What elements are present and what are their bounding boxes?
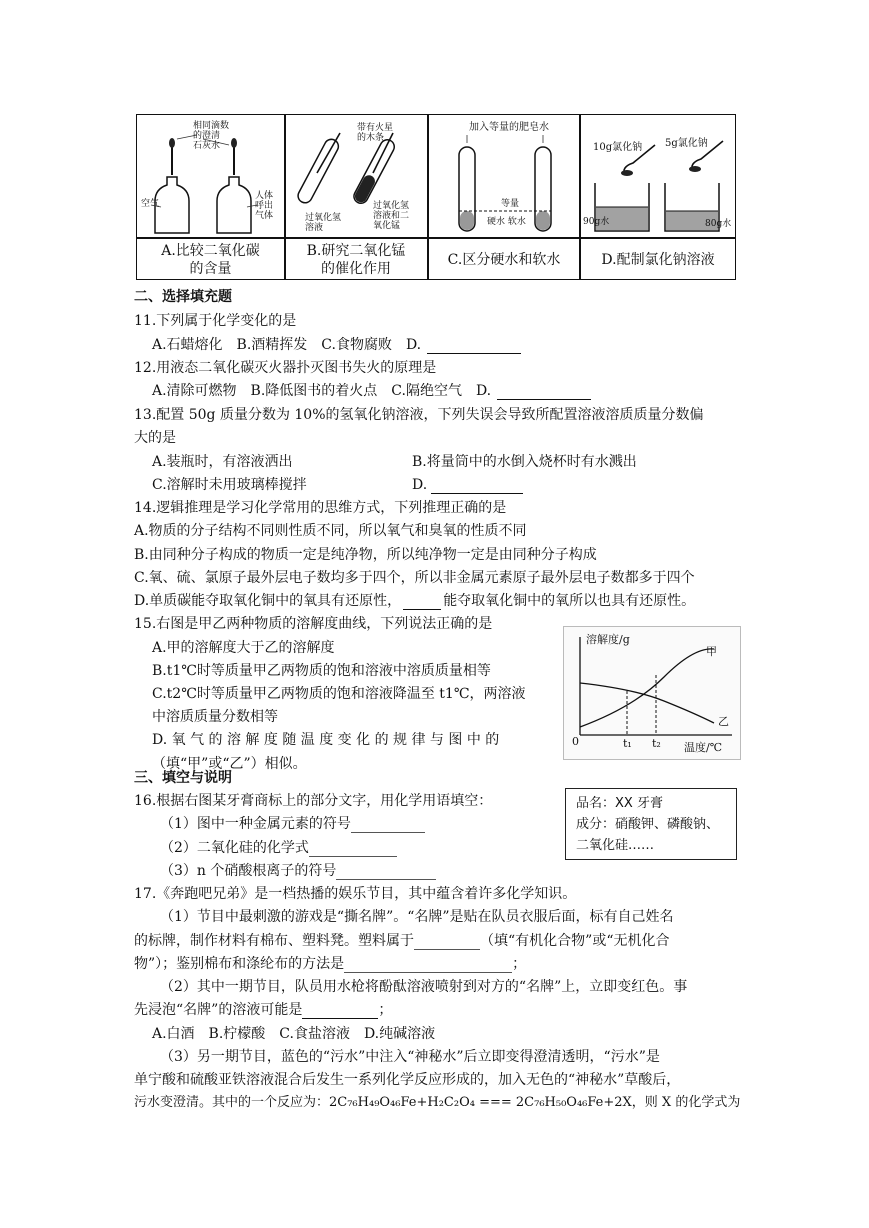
- q13-answer-blank[interactable]: [431, 479, 523, 494]
- q14-answer-blank[interactable]: [403, 595, 441, 610]
- label-h2o2: 过氧化氢 溶液: [305, 213, 342, 233]
- q17-p1-line1: （1）节目中最刺激的游戏是“撕名牌”。“名牌”是贴在队员衣服后面，标有自己姓名: [160, 909, 674, 925]
- q16-sub3-blank[interactable]: [336, 865, 436, 880]
- label-90g-water: 90g水: [583, 217, 610, 227]
- graph-y-axis-label: 溶解度/g: [586, 633, 630, 646]
- q17-p3-line2: 单宁酸和硫酸亚铁溶液混合后发生一系列化学反应形成的，加入无色的“神秘水”草酸后，: [134, 1072, 681, 1088]
- q14-option-a: A.物质的分子结构不同则性质不同，所以氧气和臭氧的性质不同: [134, 523, 527, 539]
- toothpaste-label-box: [565, 788, 737, 860]
- q13-stem-line2: 大的是: [134, 430, 176, 446]
- q15-option-c-line1: C.t2℃时等质量甲乙两物质的饱和溶液降温至 t1℃，两溶液: [152, 686, 526, 702]
- label-hard-soft-water: 硬水 软水: [487, 217, 526, 227]
- solubility-graph: [563, 626, 741, 760]
- q13-option-c: C.溶解时未用玻璃棒搅拌: [152, 477, 307, 493]
- figure-table: [136, 114, 736, 280]
- q16-sub2: （2）二氧化硅的化学式: [160, 839, 397, 857]
- q11-stem: 11.下列属于化学变化的是: [134, 313, 297, 329]
- q17-stem: 17.《奔跑吧兄弟》是一档热播的娱乐节目，其中蕴含着许多化学知识。: [134, 886, 577, 902]
- label-10g-salt: 10g氯化钠: [593, 142, 643, 153]
- caption-b: B.研究二氧化锰 的催化作用: [306, 243, 406, 277]
- q15-option-c-line2: 中溶质质量分数相等: [152, 709, 278, 725]
- q12-options: A.清除可燃物 B.降低图书的着火点 C.隔绝空气 D.: [152, 382, 591, 400]
- label-equal-amount: 等量: [501, 199, 520, 209]
- q16-sub3: （3）n 个硝酸根离子的符号: [160, 862, 436, 880]
- label-lime-water: 相同滴数 的澄清 石灰水: [193, 121, 230, 151]
- toothpaste-ingredients: 成分：硝酸钾、磷酸钠、: [576, 817, 720, 832]
- q16-sub2-blank[interactable]: [309, 842, 397, 857]
- q15-option-d-line2: （填“甲”或“乙”）相似。: [152, 756, 307, 772]
- q17-p3-line1: （3）另一期节目，蓝色的“污水”中注入“神秘水”后立即变得澄清透明，“污水”是: [160, 1049, 660, 1065]
- q13-stem-line1: 13.配置 50g 质量分数为 10%的氢氧化钠溶液，下列失误会导致所配置溶液溶质质量分数偏: [134, 407, 704, 423]
- q13-option-b: B.将量筒中的水倒入烧杯时有水溅出: [412, 454, 637, 470]
- q12-answer-blank[interactable]: [497, 385, 591, 400]
- caption-c: C.区分硬水和软水: [447, 252, 561, 268]
- toothpaste-name: 品名：XX 牙膏: [576, 796, 663, 811]
- q13-option-d: D.: [412, 476, 523, 494]
- caption-d: D.配制氯化钠溶液: [601, 252, 715, 268]
- label-glowing-splint: 带有火星 的木条: [357, 123, 394, 143]
- graph-t1-label: t₁: [623, 737, 632, 750]
- q17-p2-line1: （2）其中一期节目，队员用水枪将酚酞溶液喷射到对方的“名牌”上，立即变红色。事: [160, 979, 688, 995]
- graph-curve-jia-label: 甲: [706, 645, 717, 658]
- q15-option-b: B.t1℃时等质量甲乙两物质的饱和溶液中溶质质量相等: [152, 663, 491, 679]
- q17-plastic-blank[interactable]: [414, 935, 480, 950]
- q14-stem: 14.逻辑推理是学习化学常用的思维方式，下列推理正确的是: [134, 500, 507, 516]
- caption-a: A.比较二氧化碳 的含量: [161, 243, 260, 277]
- label-air: 空气: [141, 199, 160, 209]
- q17-p3-line3: 污水变澄清。其中的一个反应为：2C₇₆H₄₉O₄₆Fe+H₂C₂O₄ === 2C₇₆H₅₀O₄₆Fe+2X，则 X 的化学式为: [134, 1095, 741, 1110]
- q14-option-b: B.由同种分子构成的物质一定是纯净物，所以纯净物一定是由同种分子构成: [134, 547, 597, 563]
- label-soap-water: 加入等量的肥皂水: [469, 122, 549, 133]
- graph-x-axis-label: 温度/℃: [684, 741, 723, 754]
- graph-curve-yi-label: 乙: [718, 715, 729, 728]
- q17-solution-blank[interactable]: [302, 1004, 378, 1019]
- q15-option-d-line1: D. 氧 气 的 溶 解 度 随 温 度 变 化 的 规 律 与 图 中 的: [152, 732, 500, 748]
- q16-sub1-blank[interactable]: [351, 818, 425, 833]
- q17-p2-line2: 先浸泡“名牌”的溶液可能是 ；: [134, 1002, 393, 1018]
- toothpaste-ingredients-cont: 二氧化硅……: [576, 838, 655, 853]
- label-h2o2-mno2: 过氧化氢 溶液和二 氧化锰: [373, 201, 410, 231]
- q12-stem: 12.用液态二氧化碳灭火器扑灭图书失火的原理是: [134, 360, 437, 376]
- q16-stem: 16.根据右图某牙膏商标上的部分文字，用化学用语填空：: [134, 793, 493, 809]
- q17-p1-line2: 的标牌，制作材料有棉布、塑料凳。塑料属于 （填“有机化合物”或“无机化合: [134, 933, 670, 949]
- graph-origin: 0: [572, 735, 579, 748]
- q17-p1-line3: 物”）；鉴别棉布和涤纶布的方法是 ；: [134, 956, 527, 972]
- section-title-fill-explain: 三、填空与说明: [134, 770, 232, 786]
- q17-p2-options: A.白酒 B.柠檬酸 C.食盐溶液 D.纯碱溶液: [152, 1026, 436, 1042]
- q14-option-c: C.氧、硫、氯原子最外层电子数均多于四个，所以非金属元素原子最外层电子数都多于四个: [134, 570, 695, 586]
- q13-option-a: A.装瓶时，有溶液洒出: [152, 454, 293, 470]
- label-breath: 人体 呼出 气体: [255, 191, 274, 221]
- label-5g-salt: 5g氯化钠: [665, 138, 708, 149]
- q14-option-d: D.单质碳能夺取氧化铜中的氧具有还原性， 能夺取氧化铜中的氧所以也具有还原性。: [134, 593, 696, 609]
- section-title-choice-fill: 二、选择填充题: [134, 289, 232, 305]
- q17-identify-blank[interactable]: [344, 958, 512, 973]
- q15-option-a: A.甲的溶解度大于乙的溶解度: [152, 640, 335, 656]
- graph-t2-label: t₂: [652, 737, 661, 750]
- q16-sub1: （1）图中一种金属元素的符号: [160, 815, 425, 833]
- label-80g-water: 80g水: [705, 219, 732, 229]
- q15-stem: 15.右图是甲乙两种物质的溶解度曲线，下列说法正确的是: [134, 616, 493, 632]
- q11-options: A.石蜡熔化 B.酒精挥发 C.食物腐败 D.: [152, 336, 521, 354]
- q11-answer-blank[interactable]: [427, 339, 521, 354]
